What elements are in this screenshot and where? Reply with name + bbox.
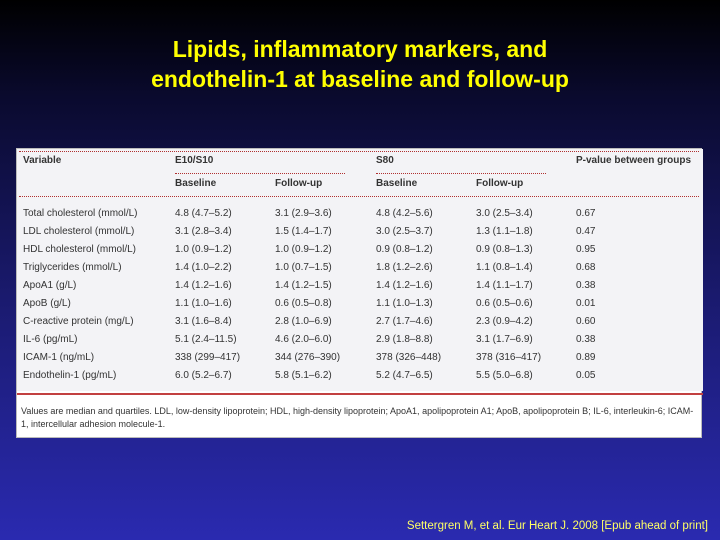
cell-baseline-2: 0.9 (0.8–1.2) [376, 244, 433, 255]
cell-variable: Endothelin-1 (pg/mL) [23, 370, 117, 381]
cell-baseline-2: 1.8 (1.2–2.6) [376, 262, 433, 273]
header-group-e10s10: E10/S10 [175, 155, 214, 166]
slide-title [0, 34, 720, 94]
cell-baseline-1: 1.4 (1.0–2.2) [175, 262, 232, 273]
cell-baseline-1: 4.8 (4.7–5.2) [175, 208, 232, 219]
header-baseline-2: Baseline [376, 178, 418, 189]
cell-followup-2: 1.1 (0.8–1.4) [476, 262, 533, 273]
group2-rule [376, 173, 546, 174]
cell-variable: IL-6 (pg/mL) [23, 334, 78, 345]
cell-baseline-2: 1.4 (1.2–1.6) [376, 280, 433, 291]
cell-followup-1: 1.4 (1.2–1.5) [275, 280, 332, 291]
cell-baseline-2: 1.1 (1.0–1.3) [376, 298, 433, 309]
cell-followup-1: 1.0 (0.7–1.5) [275, 262, 332, 273]
header-rule [19, 196, 699, 197]
cell-followup-1: 344 (276–390) [275, 352, 341, 363]
cell-variable: ICAM-1 (ng/mL) [23, 352, 95, 363]
cell-baseline-1: 3.1 (2.8–3.4) [175, 226, 232, 237]
group1-rule [175, 173, 345, 174]
cell-baseline-1: 5.1 (2.4–11.5) [175, 334, 237, 345]
cell-variable: Triglycerides (mmol/L) [23, 262, 122, 273]
cell-followup-2: 1.4 (1.1–1.7) [476, 280, 533, 291]
cell-variable: Total cholesterol (mmol/L) [23, 208, 138, 219]
table-panel [16, 148, 702, 438]
cell-followup-2: 2.3 (0.9–4.2) [476, 316, 533, 327]
cell-baseline-2: 378 (326–448) [376, 352, 442, 363]
table-top-rule [19, 151, 699, 152]
cell-baseline-1: 1.0 (0.9–1.2) [175, 244, 232, 255]
header-variable: Variable [23, 155, 62, 166]
cell-baseline-2: 3.0 (2.5–3.7) [376, 226, 433, 237]
cell-followup-2: 5.5 (5.0–6.8) [476, 370, 533, 381]
cell-pvalue: 0.67 [576, 208, 596, 219]
cell-followup-2: 1.3 (1.1–1.8) [476, 226, 533, 237]
header-group-s80: S80 [376, 155, 394, 166]
cell-followup-2: 0.6 (0.5–0.6) [476, 298, 533, 309]
cell-pvalue: 0.89 [576, 352, 596, 363]
cell-baseline-2: 2.9 (1.8–8.8) [376, 334, 433, 345]
cell-pvalue: 0.38 [576, 334, 596, 345]
cell-pvalue: 0.95 [576, 244, 596, 255]
cell-pvalue: 0.05 [576, 370, 596, 381]
cell-baseline-1: 1.4 (1.2–1.6) [175, 280, 232, 291]
cell-variable: ApoA1 (g/L) [23, 280, 77, 291]
cell-pvalue: 0.60 [576, 316, 596, 327]
cell-pvalue: 0.68 [576, 262, 596, 273]
cell-baseline-1: 338 (299–417) [175, 352, 241, 363]
cell-pvalue: 0.38 [576, 280, 596, 291]
cell-baseline-1: 3.1 (1.6–8.4) [175, 316, 232, 327]
header-followup-2: Follow-up [476, 178, 524, 189]
cell-pvalue: 0.47 [576, 226, 596, 237]
table-footnote: Values are median and quartiles. LDL, low-density lipoprotein; HDL, high-density lipoprotein; ApoA1, apolipoprotein A1; ApoB, apolipoprotein B; IL-6, interleukin-6; ICAM-1, intercellular adhesion molecule-1. [21, 406, 694, 429]
cell-followup-2: 3.1 (1.7–6.9) [476, 334, 533, 345]
header-pvalue: P-value between groups [576, 155, 692, 166]
cell-baseline-2: 4.8 (4.2–5.6) [376, 208, 433, 219]
header-followup-1: Follow-up [275, 178, 323, 189]
cell-variable: LDL cholesterol (mmol/L) [23, 226, 135, 237]
cell-variable: ApoB (g/L) [23, 298, 71, 309]
data-table [17, 149, 703, 391]
header-baseline-1: Baseline [175, 178, 217, 189]
cell-followup-1: 0.6 (0.5–0.8) [275, 298, 332, 309]
table-bottom-rule [17, 393, 703, 395]
cell-variable: C-reactive protein (mg/L) [23, 316, 134, 327]
citation: Settergren M, et al. Eur Heart J. 2008 [Epub ahead of print] [406, 520, 708, 532]
cell-baseline-1: 1.1 (1.0–1.6) [175, 298, 232, 309]
cell-followup-1: 3.1 (2.9–3.6) [275, 208, 332, 219]
cell-baseline-2: 5.2 (4.7–6.5) [376, 370, 433, 381]
cell-followup-2: 0.9 (0.8–1.3) [476, 244, 533, 255]
cell-followup-1: 4.6 (2.0–6.0) [275, 334, 332, 345]
cell-followup-1: 1.5 (1.4–1.7) [275, 226, 332, 237]
cell-pvalue: 0.01 [576, 298, 596, 309]
slide-title-line-1: Lipids, inflammatory markers, and [172, 36, 548, 62]
cell-variable: HDL cholesterol (mmol/L) [23, 244, 136, 255]
cell-followup-1: 1.0 (0.9–1.2) [275, 244, 332, 255]
slide-title-line-2: endothelin-1 at baseline and follow-up [151, 66, 569, 92]
cell-baseline-2: 2.7 (1.7–4.6) [376, 316, 433, 327]
cell-baseline-1: 6.0 (5.2–6.7) [175, 370, 232, 381]
cell-followup-1: 5.8 (5.1–6.2) [275, 370, 332, 381]
cell-followup-2: 378 (316–417) [476, 352, 542, 363]
cell-followup-1: 2.8 (1.0–6.9) [275, 316, 332, 327]
cell-followup-2: 3.0 (2.5–3.4) [476, 208, 533, 219]
